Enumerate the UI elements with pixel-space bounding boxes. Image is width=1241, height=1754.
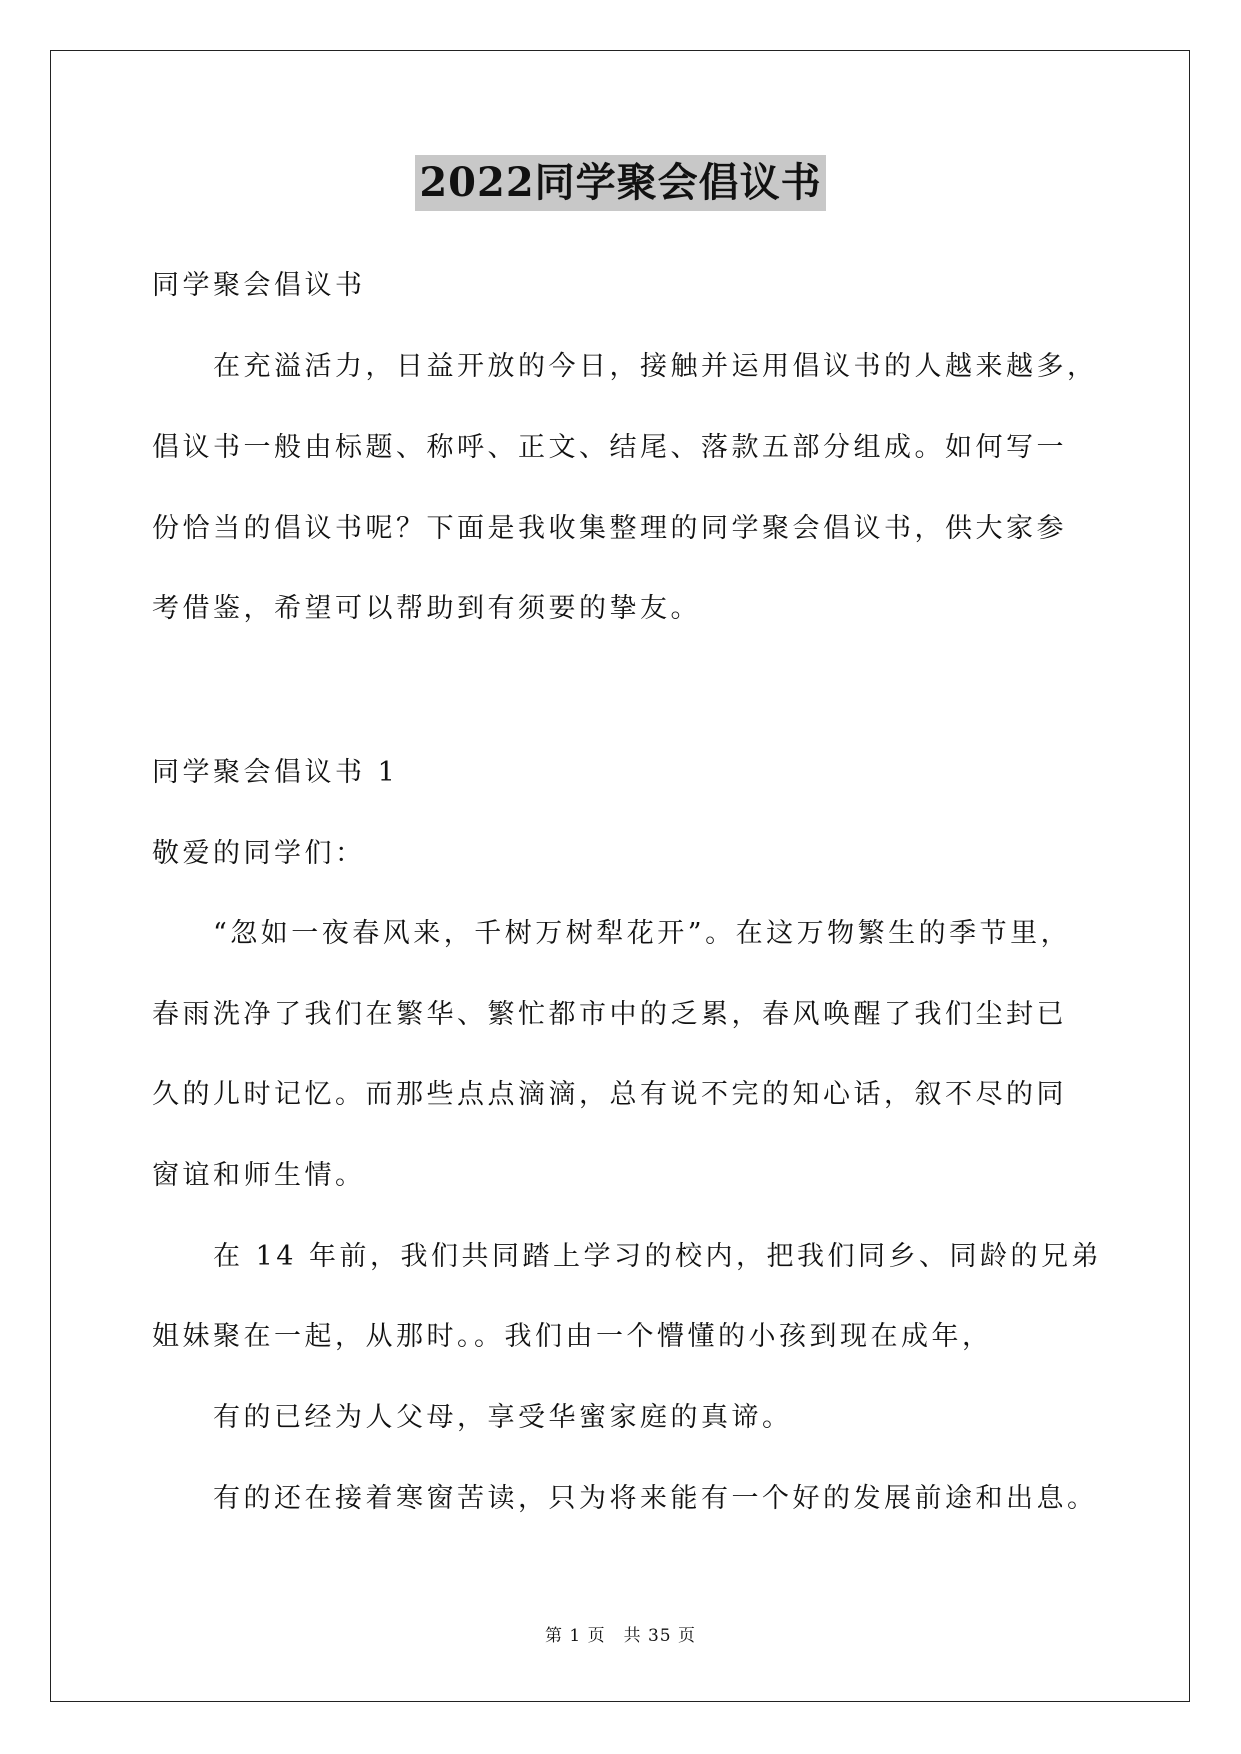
paragraph-line: 久的儿时记忆。而那些点点滴滴，总有说不完的知心话，叙不尽的同 xyxy=(152,1079,1067,1110)
paragraph-line: 在 14 年前，我们共同踏上学习的校内，把我们同乡、同龄的兄弟 xyxy=(213,1241,1103,1272)
paragraph-line: 份恰当的倡议书呢？下面是我收集整理的同学聚会倡议书，供大家参 xyxy=(152,513,1067,544)
paragraph-line: 有的已经为人父母，享受华蜜家庭的真谛。 xyxy=(213,1402,793,1433)
paragraph-line: 在充溢活力，日益开放的今日，接触并运用倡议书的人越来越多， xyxy=(213,351,1098,382)
page-footer: 第 1 页 共 35 页 xyxy=(544,1626,697,1646)
paragraph-line: 春雨洗净了我们在繁华、繁忙都市中的乏累，春风唤醒了我们尘封已 xyxy=(152,999,1067,1030)
section-heading: 同学聚会倡议书 1 xyxy=(152,757,399,788)
paragraph-line: 考借鉴，希望可以帮助到有须要的挚友。 xyxy=(152,593,701,624)
salutation: 敬爱的同学们： xyxy=(152,838,366,869)
paragraph-line: 姐妹聚在一起，从那时。。我们由一个懵懂的小孩到现在成年， xyxy=(152,1321,993,1352)
section-heading: 同学聚会倡议书 xyxy=(152,270,366,301)
paragraph-line: 有的还在接着寒窗苦读，只为将来能有一个好的发展前途和出息。 xyxy=(213,1483,1098,1514)
title-container xyxy=(0,155,1241,211)
paragraph-line: “忽如一夜春风来，千树万树犁花开”。在这万物繁生的季节里， xyxy=(213,918,1072,949)
paragraph-line: 倡议书一般由标题、称呼、正文、结尾、落款五部分组成。如何写一 xyxy=(152,432,1067,463)
paragraph-line: 窗谊和师生情。 xyxy=(152,1160,366,1191)
document-title: 2022同学聚会倡议书 xyxy=(415,155,825,211)
